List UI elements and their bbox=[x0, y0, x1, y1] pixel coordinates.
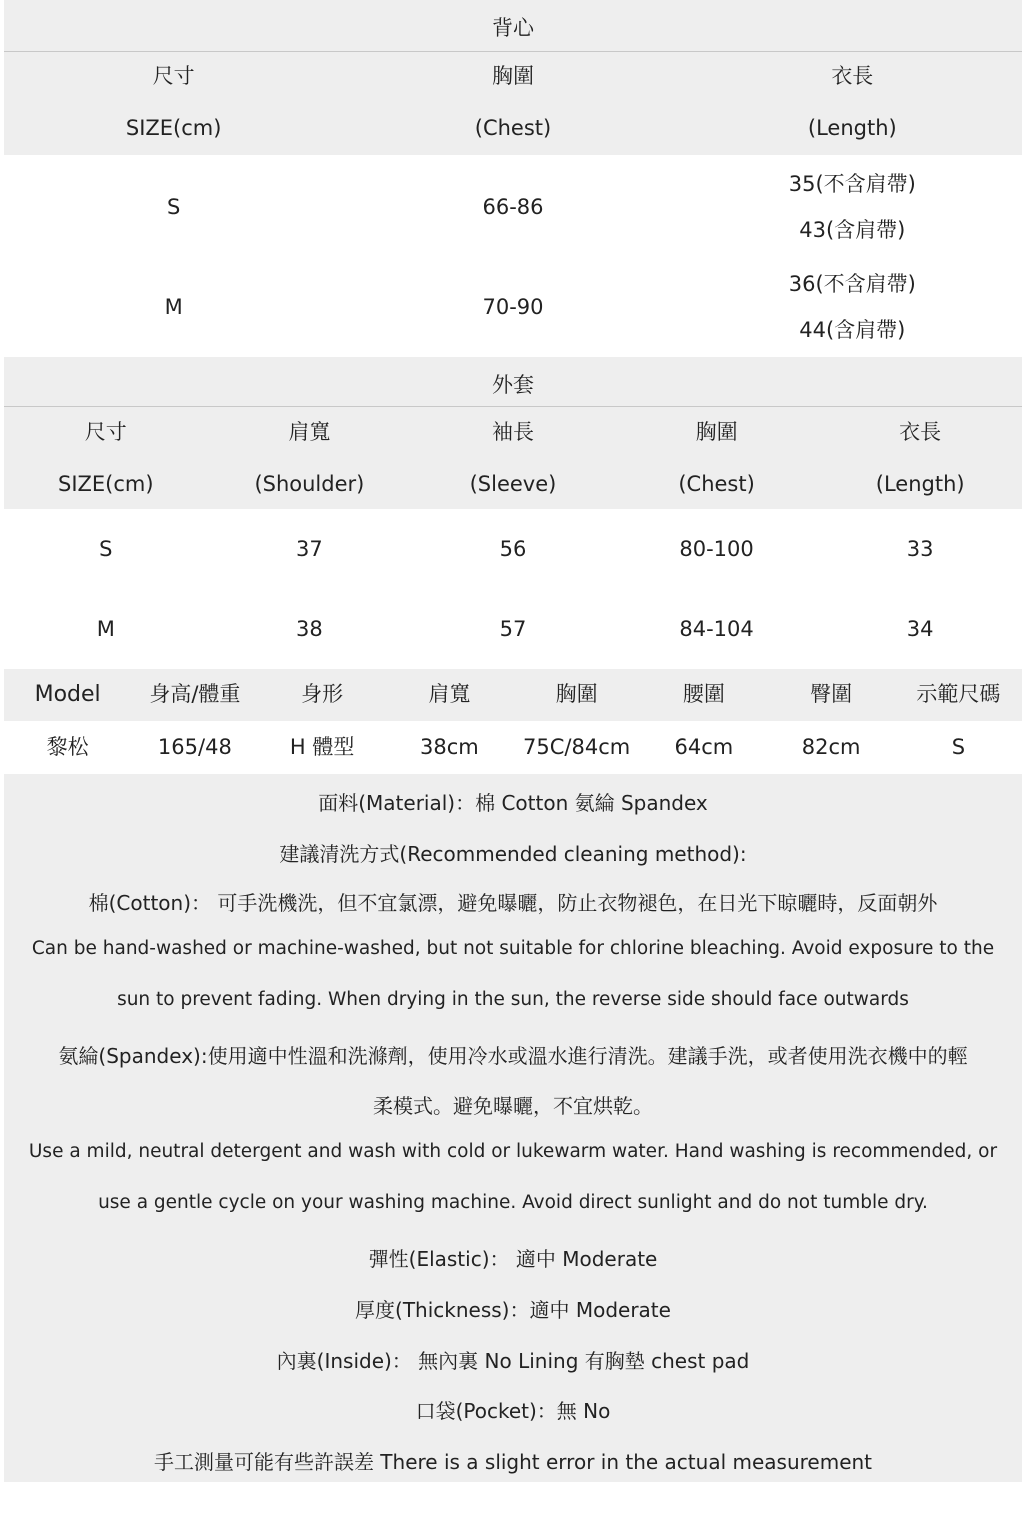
elastic-text: 彈性(Elastic)： 適中 Moderate bbox=[368, 1247, 658, 1271]
vest-header-length-en: (Length) bbox=[807, 116, 897, 141]
model-value: 75C/84cm bbox=[523, 735, 631, 760]
model-value-row bbox=[4, 722, 1022, 774]
vest-divider bbox=[4, 51, 1022, 52]
info-band bbox=[4, 774, 1022, 1482]
jacket-header-shoulder-zh: 肩寬 bbox=[288, 420, 331, 445]
jacket-cell: 34 bbox=[906, 617, 934, 642]
model-value: 82cm bbox=[801, 735, 861, 760]
model-header: 臀圍 bbox=[810, 682, 853, 707]
pocket-text: 口袋(Pocket)：無 No bbox=[415, 1399, 611, 1423]
vest-chest: 70-90 bbox=[482, 294, 544, 319]
cotton-zh-text: 棉(Cotton)： 可手洗機洗，但不宜氯漂，避免曝曬，防止衣物褪色，在日光下晾曬時，反面朝外 bbox=[88, 891, 938, 915]
vest-header-length-zh: 衣長 bbox=[831, 64, 874, 89]
vest-length-with-strap: 44(含肩帶) bbox=[799, 317, 906, 342]
jacket-divider bbox=[4, 406, 1022, 407]
model-header: 胸圍 bbox=[555, 682, 598, 707]
vest-length-with-strap: 43(含肩帶) bbox=[799, 217, 906, 242]
jacket-header-row-zh bbox=[4, 418, 1022, 448]
vest-chest: 66-86 bbox=[482, 194, 544, 219]
model-header: 示範尺碼 bbox=[916, 682, 1001, 707]
vest-header-chest-zh: 胸圍 bbox=[491, 64, 534, 89]
model-value: H 體型 bbox=[289, 735, 355, 760]
vest-header-row-zh bbox=[4, 62, 1022, 92]
vest-header-row-en bbox=[4, 114, 1022, 144]
jacket-cell: 84-104 bbox=[679, 617, 754, 642]
vest-row-s bbox=[4, 160, 1022, 255]
jacket-header-size-en: SIZE(cm) bbox=[58, 472, 154, 497]
jacket-header-chest-en: (Chest) bbox=[678, 472, 755, 497]
vest-title: 背心 bbox=[492, 16, 534, 40]
jacket-cell: 33 bbox=[906, 537, 934, 562]
model-header: 腰圍 bbox=[682, 682, 725, 707]
disclaimer-text: 手工測量可能有些許誤差 There is a slight error in the actual measurement bbox=[153, 1450, 873, 1474]
jacket-header-length-zh: 衣長 bbox=[899, 420, 942, 445]
spandex-zh-line-1: 氨綸(Spandex):使用適中性溫和洗滌劑，使用冷水或溫水進行清洗。建議手洗，或者使用洗衣機中的輕 bbox=[58, 1044, 968, 1068]
spandex-zh-line-2: 柔模式。避免曝曬，不宜烘乾。 bbox=[373, 1094, 653, 1118]
model-header: 身高/體重 bbox=[149, 682, 241, 707]
jacket-header-row-en bbox=[4, 470, 1022, 500]
vest-size: M bbox=[164, 294, 183, 319]
spandex-en-line-1: Use a mild, neutral detergent and wash with cold or lukewarm water. Hand washing is recommended, or bbox=[28, 1141, 998, 1162]
vest-header-chest-en: (Chest) bbox=[474, 116, 552, 141]
material-text: 面料(Material)：棉 Cotton 氨綸 Spandex bbox=[318, 791, 708, 815]
model-value: 38cm bbox=[420, 735, 479, 760]
cotton-en-line-1: Can be hand-washed or machine-washed, but not suitable for chlorine bleaching. Avoid exposure to the bbox=[31, 938, 995, 959]
vest-length-no-strap: 35(不含肩帶) bbox=[788, 172, 916, 197]
vest-header-size-zh: 尺寸 bbox=[152, 64, 195, 89]
model-header: 肩寬 bbox=[428, 682, 471, 707]
model-header: 身形 bbox=[301, 682, 344, 707]
jacket-cell: 37 bbox=[296, 537, 323, 562]
inside-text: 內裏(Inside)： 無內裏 No Lining 有胸墊 chest pad bbox=[276, 1349, 750, 1373]
cotton-en-line-2: sun to prevent fading. When drying in the sun, the reverse side should face outwards bbox=[117, 989, 909, 1010]
model-value: 165/48 bbox=[157, 735, 232, 760]
model-value: S bbox=[951, 735, 966, 760]
model-header: Model bbox=[34, 681, 101, 707]
vest-row-m bbox=[4, 260, 1022, 355]
jacket-header-sleeve-zh: 袖長 bbox=[491, 420, 534, 445]
jacket-cell: 57 bbox=[499, 617, 527, 642]
jacket-header-sleeve-en: (Sleeve) bbox=[469, 472, 557, 497]
jacket-header-size-zh: 尺寸 bbox=[84, 420, 127, 445]
jacket-title: 外套 bbox=[492, 373, 534, 397]
jacket-cell: S bbox=[99, 537, 113, 562]
vest-size: S bbox=[166, 194, 181, 219]
jacket-header-shoulder-en: (Shoulder) bbox=[254, 472, 365, 497]
vest-length-no-strap: 36(不含肩帶) bbox=[788, 272, 916, 297]
jacket-cell: 38 bbox=[296, 617, 323, 642]
vest-length bbox=[683, 272, 1022, 342]
jacket-header-length-en: (Length) bbox=[875, 472, 965, 497]
jacket-row-s bbox=[4, 530, 1022, 570]
spandex-en-line-2: use a gentle cycle on your washing machine. Avoid direct sunlight and do not tumble dry. bbox=[98, 1192, 928, 1213]
jacket-row-m bbox=[4, 610, 1022, 650]
thickness-text: 厚度(Thickness)：適中 Moderate bbox=[355, 1298, 671, 1322]
vest-length bbox=[683, 172, 1022, 242]
model-value: 黎松 bbox=[46, 735, 89, 760]
cleaning-title: 建議清洗方式(Recommended cleaning method): bbox=[279, 842, 747, 866]
vest-header-size-en: SIZE(cm) bbox=[125, 116, 222, 141]
model-header-row bbox=[4, 669, 1022, 721]
jacket-cell: 80-100 bbox=[679, 537, 754, 562]
model-value: 64cm bbox=[674, 735, 734, 760]
jacket-cell: 56 bbox=[499, 537, 527, 562]
jacket-cell: M bbox=[96, 617, 115, 642]
jacket-header-chest-zh: 胸圍 bbox=[695, 420, 738, 445]
